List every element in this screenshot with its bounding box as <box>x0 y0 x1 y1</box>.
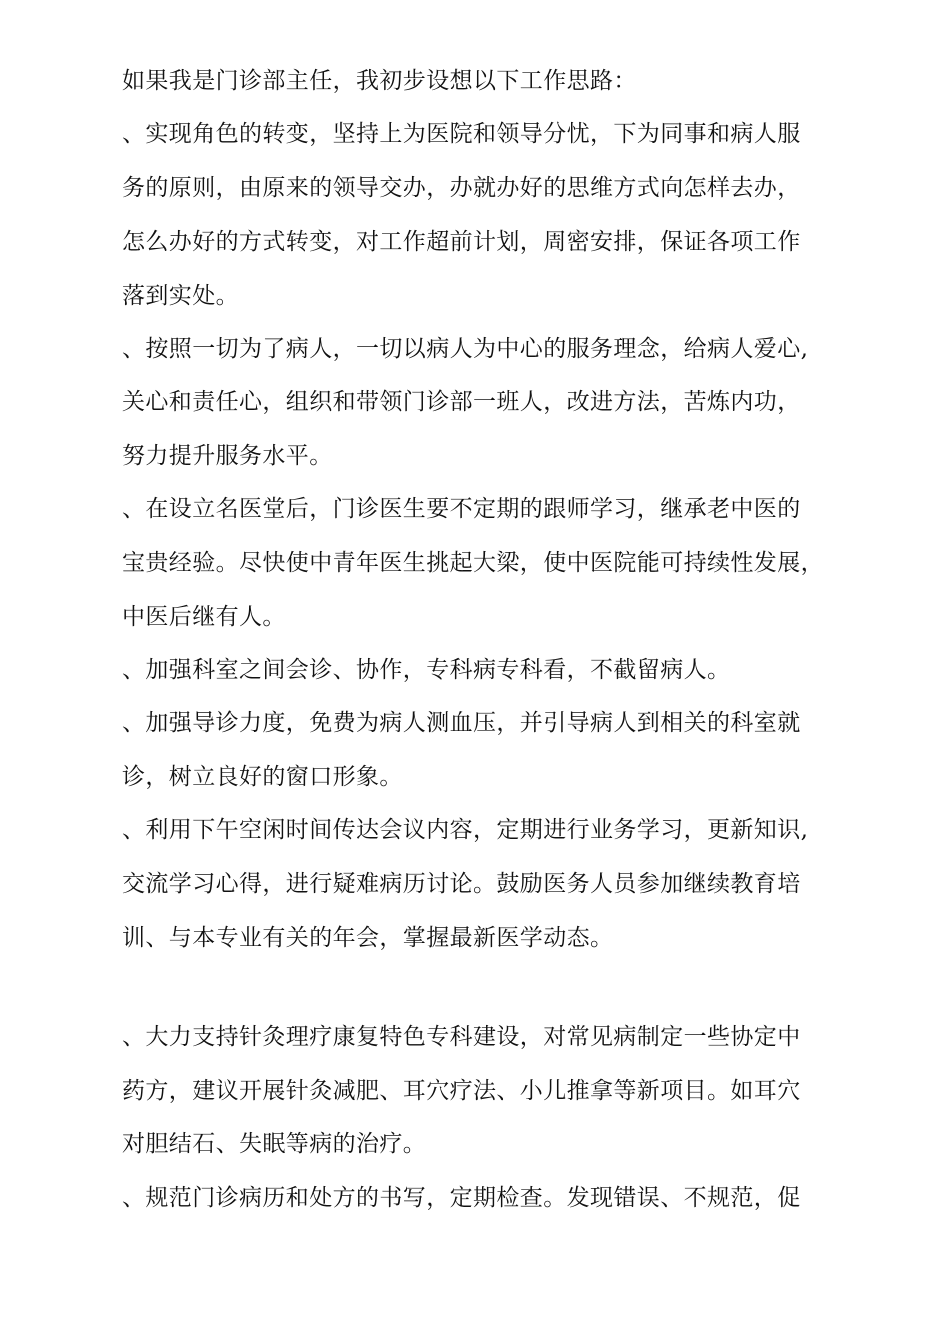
paragraph-1-line-2: 务的原则，由原来的领导交办，办就办好的思维方式向怎样去办， <box>122 175 801 201</box>
paragraph-7-line-2: 药方，建议开展针灸减肥、耳穴疗法、小儿推拿等新项目。如耳穴 <box>122 1078 801 1104</box>
paragraph-2-line-2: 关心和责任心，组织和带领门诊部一班人，改进方法，苦炼内功， <box>122 389 801 415</box>
intro-text: 如果我是门诊部主任，我初步设想以下工作思路： <box>122 68 637 94</box>
paragraph-5-line-1: 、加强导诊力度，免费为病人测血压，并引导病人到相关的科室就 <box>122 710 801 736</box>
paragraph-1-line-3: 怎么办好的方式转变，对工作超前计划，周密安排，保证各项工作 <box>122 229 801 255</box>
paragraph-2-line-1: 、按照一切为了病人，一切以病人为中心的服务理念，给病人爱心, <box>122 336 809 362</box>
paragraph-3-line-1: 、在设立名医堂后，门诊医生要不定期的跟师学习，继承老中医的 <box>122 496 801 522</box>
paragraph-7-line-3: 对胆结石、失眠等病的治疗。 <box>122 1131 427 1157</box>
paragraph-6-line-2: 交流学习心得，进行疑难病历讨论。鼓励医务人员参加继续教育培 <box>122 871 801 897</box>
paragraph-6-line-1: 、利用下午空闲时间传达会议内容，定期进行业务学习，更新知识, <box>122 817 809 843</box>
paragraph-6-line-3: 训、与本专业有关的年会，掌握最新医学动态。 <box>122 925 614 951</box>
paragraph-2-line-3: 努力提升服务水平。 <box>122 443 333 469</box>
paragraph-4-line-1: 、加强科室之间会诊、协作，专科病专科看，不截留病人。 <box>122 657 731 683</box>
paragraph-8-line-1: 、规范门诊病历和处方的书写，定期检查。发现错误、不规范，促 <box>122 1185 801 1211</box>
paragraph-7-line-1: 、大力支持针灸理疗康复特色专科建设，对常见病制定一些协定中 <box>122 1024 801 1050</box>
paragraph-3-line-3: 中医后继有人。 <box>122 604 286 630</box>
paragraph-1-line-4: 落到实处。 <box>122 283 239 309</box>
paragraph-5-line-2: 诊，树立良好的窗口形象。 <box>122 764 403 790</box>
paragraph-3-line-2: 宝贵经验。尽快使中青年医生挑起大梁，使中医院能可持续性发展， <box>122 550 824 576</box>
paragraph-1-line-1: 、实现角色的转变，坚持上为医院和领导分忧，下为同事和病人服 <box>122 121 801 147</box>
